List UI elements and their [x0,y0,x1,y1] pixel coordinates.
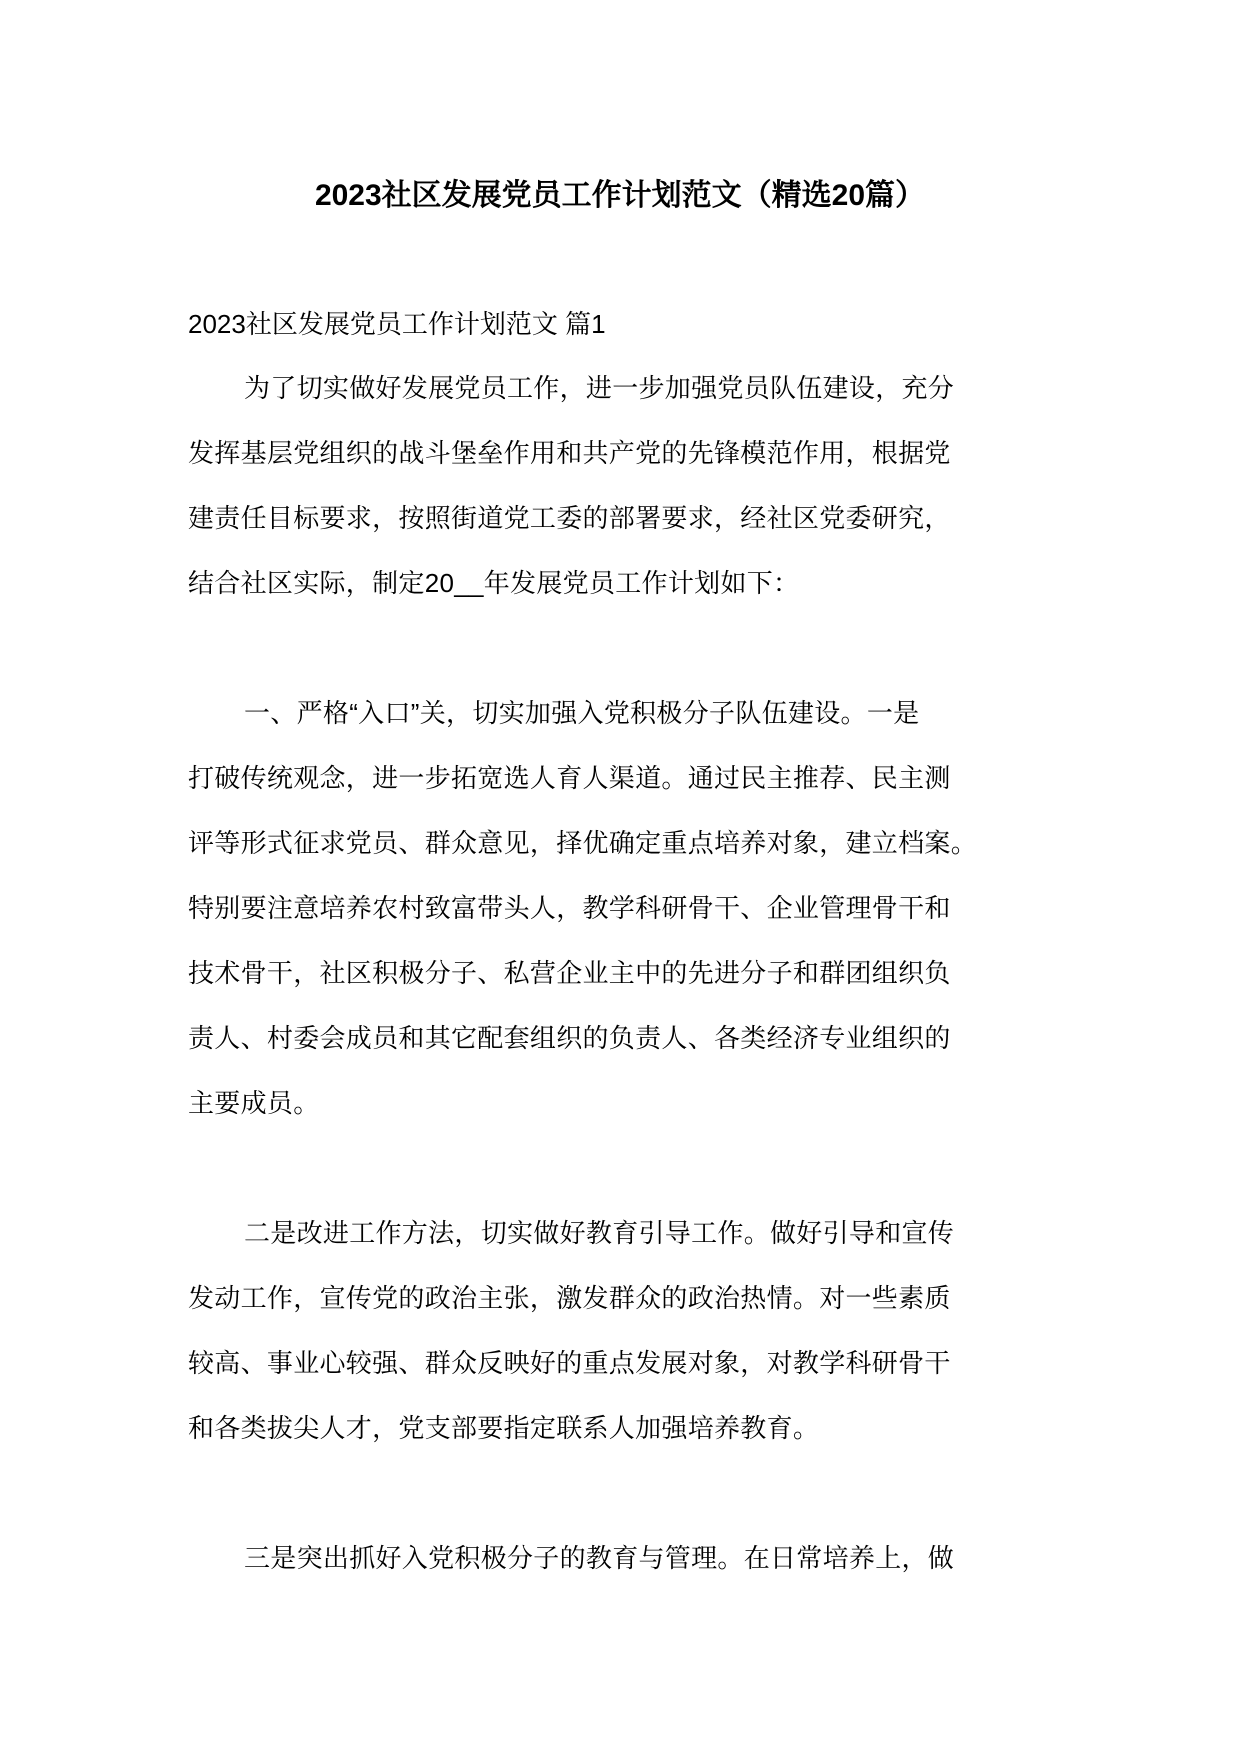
section-heading: 2023社区发展党员工作计划范文 篇1 [188,309,606,339]
paragraph-intro [188,368,1068,628]
text-line: 特别要注意培养农村致富带头人，教学科研骨干、企业管理骨干和 [188,893,951,923]
text-line: 发挥基层党组织的战斗堡垒作用和共产党的先锋模范作用，根据党 [188,438,951,468]
text-line: 结合社区实际，制定20__年发展党员工作计划如下： [188,568,800,598]
text-line: 和各类拔尖人才，党支部要指定联系人加强培养教育。 [188,1413,820,1443]
text-line: 打破传统观念，进一步拓宽选人育人渠道。通过民主推荐、民主测 [188,763,951,793]
text-line: 责人、村委会成员和其它配套组织的负责人、各类经济专业组织的 [188,1023,951,1053]
text-line: 为了切实做好发展党员工作，进一步加强党员队伍建设，充分 [244,373,955,403]
paragraph-spacer [188,1148,1068,1213]
text-line: 主要成员。 [188,1088,320,1118]
text-line: 一、严格“入口”关，切实加强入党积极分子队伍建设。一是 [244,698,920,728]
paragraph-spacer [188,1473,1068,1538]
text-line: 二是改进工作方法，切实做好教育引导工作。做好引导和宣传 [244,1218,955,1248]
paragraph-point-one [188,693,1068,1148]
paragraph-point-three [188,1538,1068,1603]
paragraph-point-two [188,1213,1068,1473]
text-line: 技术骨干，社区积极分子、私营企业主中的先进分子和群团组织负 [188,958,951,988]
document-title: 2023社区发展党员工作计划范文（精选20篇） [314,179,926,212]
text-line: 三是突出抓好入党积极分子的教育与管理。在日常培养上，做 [244,1543,955,1573]
text-line: 建责任目标要求，按照街道党工委的部署要求，经社区党委研究， [188,503,951,533]
text-line: 较高、事业心较强、群众反映好的重点发展对象，对教学科研骨干 [188,1348,951,1378]
text-line: 发动工作，宣传党的政治主张，激发群众的政治热情。对一些素质 [188,1283,951,1313]
text-line: 评等形式征求党员、群众意见，择优确定重点培养对象，建立档案。 [188,828,978,858]
document-body [188,368,1068,1603]
paragraph-spacer [188,628,1068,693]
